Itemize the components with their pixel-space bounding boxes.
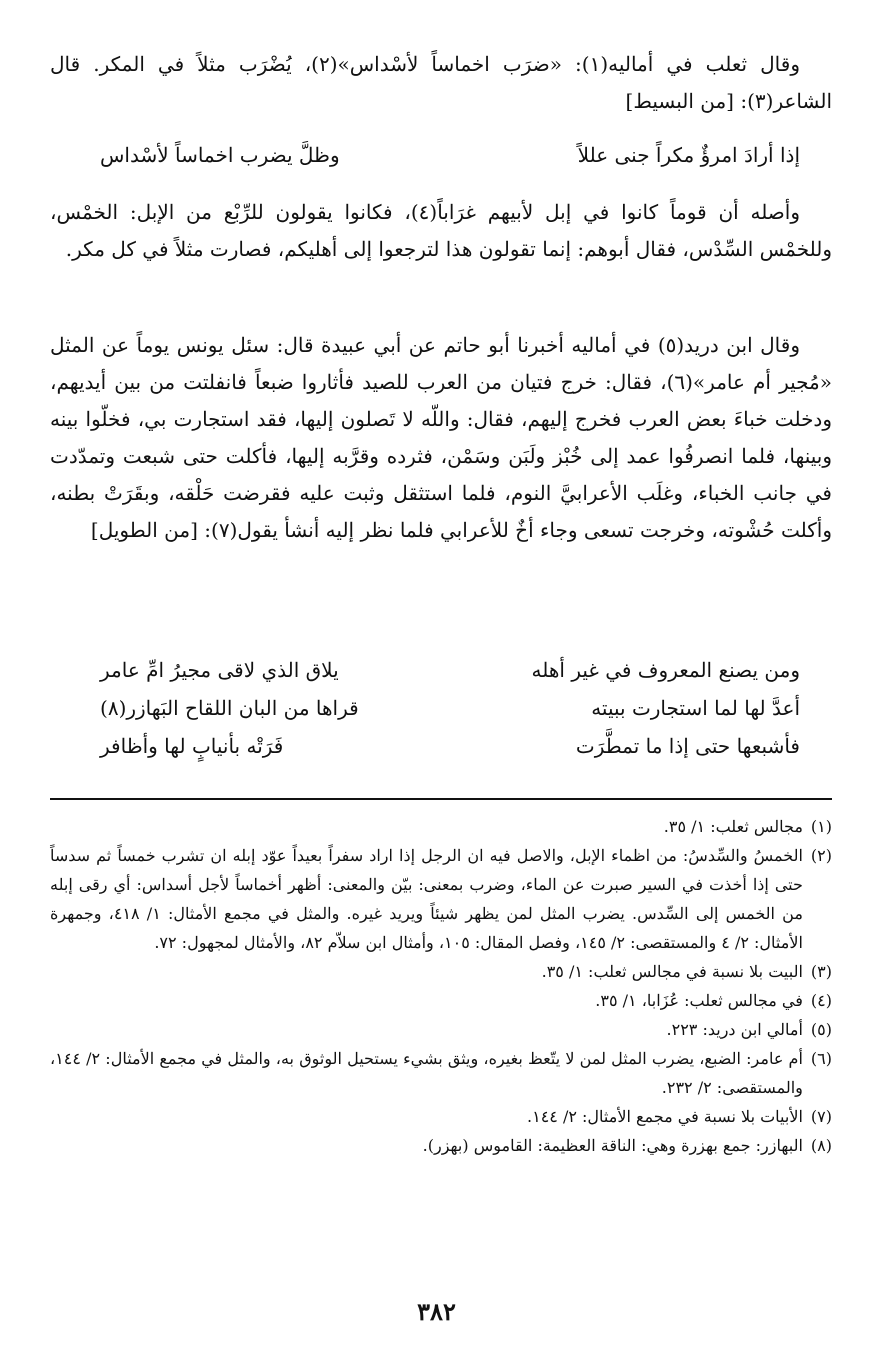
footnote-item (50, 812, 832, 841)
verse-first-hemistich: أعدَّ لها لما استجارت ببيته (591, 696, 800, 720)
verse-second-hemistich: فَرَتْه بأنيابٍ لها وأظافر (100, 734, 284, 758)
footnote-number: (٥) (810, 1020, 832, 1039)
footnote-text: أمالي ابن دريد: ٢٢٣. (666, 1020, 803, 1039)
verse-second-hemistich: وظلَّ يضرب اخماساً لأسْداس (100, 143, 340, 167)
footnote-number: (٢) (810, 846, 832, 865)
footnote-text: الأبيات بلا نسبة في مجمع الأمثال: ٢/ ١٤٤. (527, 1107, 803, 1126)
footnote-text: البهازر: جمع بهزرة وهي: الناقة العظيمة: القاموس (بهزر). (422, 1136, 803, 1155)
verse-block-1 (100, 143, 800, 181)
paragraph-ibn-durayd: وقال ابن دريد(٥) في أماليه أخبرنا أبو حاتم عن أبي عبيدة قال: سئل يونس يوماً عن المثل «مُجير أم عامر»(٦)، فقال: خرج فتيان من العرب للصيد فأثاروا ضبعاً فانفلتت من بين أيديهم، ودخلت خباءَ بعض العرب فخرج إليهم، فقال: واللّه لا تَصلون إليها، فقد استجارت بي، فخلّوا بينه وبينها، فلما انصرفُوا عمد إلى خُبْز ولَبَن وسَمْن، فثرده وقرَّبه إليها، فأكلت حتى شبعت وتمدّدت في جانب الخباء، وغلَب الأعرابيَّ النوم، فلما استثقل وثبت عليه فقرضت حَلْقه، وبقَرَتْ بطنه، وأكلت حُشْوته، وخرجت تسعى وجاء أخٌ للأعرابي فلما نظر إليه أنشأ يقول(٧): [من الطويل] (50, 333, 832, 542)
verse-second-hemistich: يلاق الذي لاقى مجيرُ امِّ عامر (100, 658, 339, 682)
footnote-number: (٨) (810, 1136, 832, 1155)
verse-block-2 (100, 658, 800, 772)
footnote-item (50, 1044, 832, 1102)
paragraph-origin: وأصله أن قوماً كانوا في إبل لأبيهم غرَاباً(٤)، فكانوا يقولون للرِّبْع من الإبل: الخمْس، وللخمْس السِّدْس، فقال أبوهم: إنما تقولون هذا لترجعوا إلى أهليكم، فصارت مثلاً في كل مكر. (50, 200, 832, 261)
footnotes (50, 812, 832, 1160)
main-text-block-1 (50, 46, 832, 120)
paragraph-tha-lab: وقال ثعلب في أماليه(١): «ضرَب اخماساً لأسْداس»(٢)، يُضْرَب مثلاً في المكر. قال الشاعر(٣): [من البسيط] (50, 52, 832, 113)
footnote-text: مجالس ثعلب: ١/ ٣٥. (663, 817, 803, 836)
footnote-item (50, 1015, 832, 1044)
footnote-number: (١) (810, 817, 832, 836)
page-number: ٣٨٢ (417, 1297, 456, 1326)
verse-line (100, 658, 800, 696)
footnote-number: (٦) (810, 1049, 832, 1068)
verse-line (100, 143, 800, 181)
verse-first-hemistich: ومن يصنع المعروف في غير أهله (531, 658, 800, 682)
verse-second-hemistich: قراها من البان اللقاح البَهازر(٨) (100, 696, 359, 720)
main-text-block-3 (50, 327, 832, 549)
verse-line (100, 734, 800, 772)
footnote-number: (٧) (810, 1107, 832, 1126)
verse-first-hemistich: فأشبعها حتى إذا ما تمطَّرَت (575, 734, 800, 758)
footnote-separator (50, 798, 832, 800)
footnote-number: (٣) (810, 962, 832, 981)
footnote-text: في مجالس ثعلب: عُزَابا، ١/ ٣٥. (595, 991, 803, 1010)
footnote-item (50, 1131, 832, 1160)
footnote-text: الخمسُ والسِّدسُ: من اظماء الإبل، والاصل فيه ان الرجل إذا اراد سفراً بعيداً عوّد إبله ان تشرب خمساً ثم سدساً حتى إذا أخذت في السير صبرت عن الماء، وضرب بمعنى: بيّن والمعنى: أظهر أخماساً لأجل أسداس: أي رقى إبله من الخمس إلى السِّدس. يضرب المثل لمن يظهر شيئاً ويريد غيره. والمثل في مجمع الأمثال: ١/ ٤١٨، وجمهرة الأمثال: ٢/ ٤ والمستقصى: ٢/ ١٤٥، وفصل المقال: ١٠٥، وأمثال ابن سلاّم ٨٢، والأمثال لمجهول: ٧٢. (50, 846, 803, 952)
footnote-text: أم عامر: الضبع، يضرب المثل لمن لا يتّعظ بغيره، ويثق بشيء يستحيل الوثوق به، والمثل في مجمع الأمثال: ٢/ ١٤٤، والمستقصى: ٢/ ٢٣٢. (50, 1049, 803, 1097)
footnote-text: البيت بلا نسبة في مجالس ثعلب: ١/ ٣٥. (541, 962, 803, 981)
footnote-item (50, 841, 832, 957)
main-text-block-2 (50, 194, 832, 268)
footnote-item (50, 957, 832, 986)
footnote-item (50, 986, 832, 1015)
verse-line (100, 696, 800, 734)
footnote-number: (٤) (810, 991, 832, 1010)
footnote-item (50, 1102, 832, 1131)
verse-first-hemistich: إذا أرادَ امرؤٌ مكراً جنى عللاً (577, 143, 800, 167)
